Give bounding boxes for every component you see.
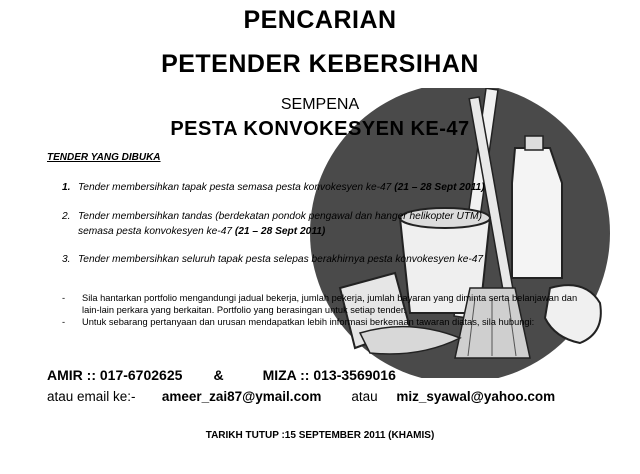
note-item: - Sila hantarkan portfolio mengandungi jadual bekerja, jumlah pekerja, jumlah bayaran yang diminta serta belanjawan dan lain-lain perkara yang berkaitan. Portfolio yang berasingan untuk setiap tender. (62, 293, 578, 315)
tender-item-2 (62, 209, 572, 239)
tender-text-continued: semasa pesta konvokesyen ke-47 (21 – 28 Sept 2011) (78, 226, 326, 237)
tender-number: 3. (62, 254, 71, 265)
section-heading: TENDER YANG DIBUKA (47, 152, 161, 163)
event-title: PESTA KONVOKESYEN KE-47 (170, 118, 470, 140)
contact-miza: MIZA :: 013-3569016 (262, 367, 396, 383)
email-label: atau email ke:- (47, 389, 136, 404)
email-or: atau (351, 389, 378, 404)
contact-emails (47, 389, 555, 404)
tender-text: Tender membersihkan seluruh tapak pesta selepas berakhirnya pesta konvokesyen ke-47 (78, 254, 484, 265)
email-miza[interactable]: miz_syawal@yahoo.com (396, 389, 556, 404)
ampersand: & (213, 367, 224, 383)
tender-number: 2. (62, 211, 71, 222)
notes-list (62, 292, 582, 328)
email-amir[interactable]: ameer_zai87@ymail.com (161, 389, 322, 404)
subtitle: SEMPENA (280, 96, 360, 113)
tender-text: Tender membersihkan tandas (berdekatan pondok pengawal dan hanger helikopter UTM) (78, 211, 482, 222)
closing-date: TARIKH TUTUP :15 SEPTEMBER 2011 (KHAMIS) (205, 430, 435, 441)
tender-date: (21 – 28 Sept 2011) (394, 182, 485, 193)
title-line-2: PETENDER KEBERSIHAN (161, 50, 479, 78)
contact-amir: AMIR :: 017-6702625 (47, 367, 183, 383)
contact-phones (47, 367, 396, 383)
tender-date: (21 – 28 Sept 2011) (234, 226, 326, 237)
tender-text: Tender membersihkan tapak pesta semasa pesta konvokesyen ke-47 (78, 182, 395, 193)
tender-item-3 (62, 252, 572, 267)
title-line-1: PENCARIAN (243, 6, 397, 34)
tender-item-1 (62, 180, 572, 195)
tender-number: 1. (62, 182, 71, 193)
note-item: - Untuk sebarang pertanyaan dan urusan mendapatkan lebih informasi berkenaan tawaran diatas, sila hubungi: (62, 317, 535, 327)
